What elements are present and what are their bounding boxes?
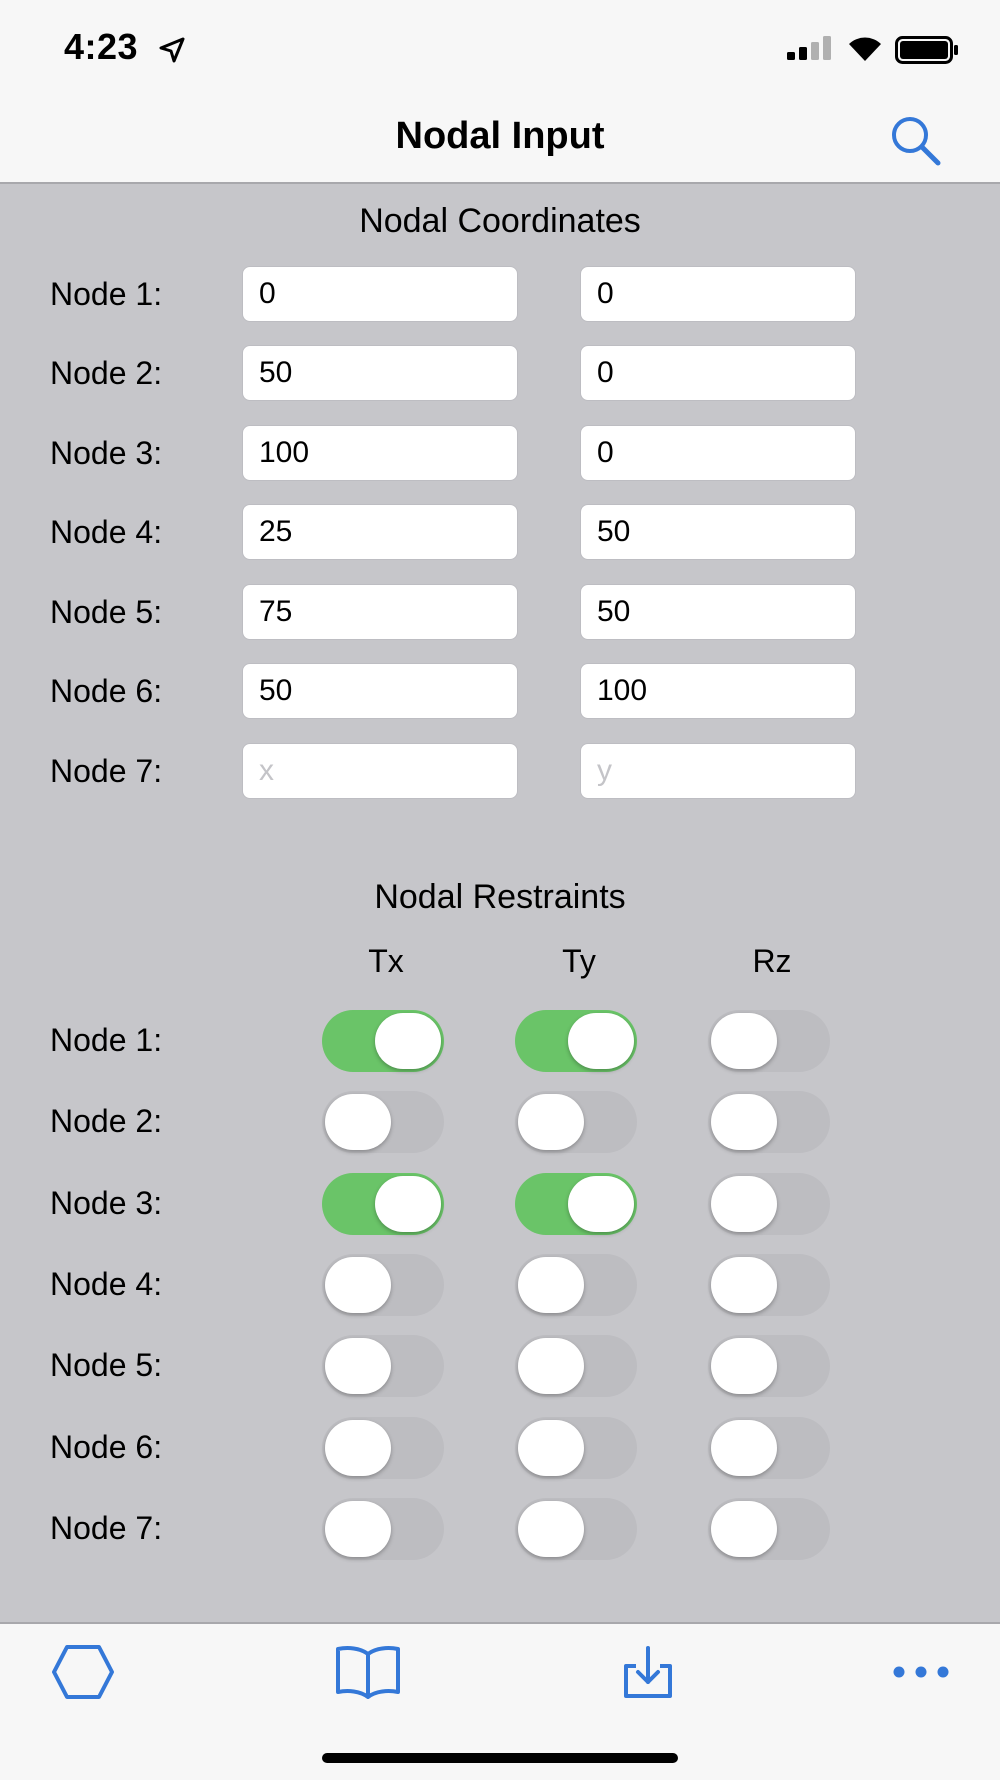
restraint-row-label-node-6: Node 6: bbox=[50, 1429, 163, 1465]
switch-knob bbox=[518, 1338, 584, 1394]
node-3-ty-switch[interactable] bbox=[515, 1173, 637, 1235]
node-4-tx-switch[interactable] bbox=[322, 1254, 444, 1316]
node-5-ty-switch[interactable] bbox=[515, 1335, 637, 1397]
restraint-row-label-node-1: Node 1: bbox=[50, 1022, 163, 1058]
download-icon bbox=[618, 1642, 678, 1702]
coord-row-label-node-4: Node 4: bbox=[50, 514, 163, 550]
column-header-tx: Tx bbox=[368, 943, 404, 979]
node-7-x-input[interactable] bbox=[242, 743, 518, 799]
switch-knob bbox=[325, 1501, 391, 1557]
status-bar bbox=[0, 0, 1000, 95]
node-7-ty-switch[interactable] bbox=[515, 1498, 637, 1560]
hexagon-icon bbox=[50, 1642, 116, 1702]
switch-knob bbox=[518, 1257, 584, 1313]
node-7-rz-switch[interactable] bbox=[708, 1498, 830, 1560]
node-6-rz-switch[interactable] bbox=[708, 1417, 830, 1479]
node-4-y-input[interactable] bbox=[580, 504, 856, 560]
node-7-tx-switch[interactable] bbox=[322, 1498, 444, 1560]
column-header-rz: Rz bbox=[752, 943, 792, 979]
node-6-x-input[interactable] bbox=[242, 663, 518, 719]
switch-knob bbox=[325, 1338, 391, 1394]
switch-knob bbox=[711, 1094, 777, 1150]
wifi-icon bbox=[847, 34, 883, 62]
switch-knob bbox=[375, 1176, 441, 1232]
node-3-y-input[interactable] bbox=[580, 425, 856, 481]
node-1-y-input[interactable] bbox=[580, 266, 856, 322]
signal-icon bbox=[787, 36, 833, 60]
page-title: Nodal Input bbox=[395, 115, 605, 157]
switch-knob bbox=[325, 1420, 391, 1476]
node-1-x-input[interactable] bbox=[242, 266, 518, 322]
restraint-row-label-node-4: Node 4: bbox=[50, 1266, 163, 1302]
node-2-rz-switch[interactable] bbox=[708, 1091, 830, 1153]
tab-model[interactable] bbox=[50, 1642, 116, 1707]
restraints-section-title: Nodal Restraints bbox=[374, 878, 626, 916]
switch-knob bbox=[711, 1257, 777, 1313]
tab-library[interactable] bbox=[334, 1642, 402, 1707]
switch-knob bbox=[568, 1013, 634, 1069]
location-arrow-icon bbox=[158, 36, 186, 64]
node-2-ty-switch[interactable] bbox=[515, 1091, 637, 1153]
restraint-row-label-node-7: Node 7: bbox=[50, 1510, 163, 1546]
coord-row-label-node-2: Node 2: bbox=[50, 355, 163, 391]
coord-row-label-node-3: Node 3: bbox=[50, 435, 163, 471]
node-6-y-input[interactable] bbox=[580, 663, 856, 719]
switch-knob bbox=[568, 1176, 634, 1232]
coord-row-label-node-7: Node 7: bbox=[50, 753, 163, 789]
switch-knob bbox=[518, 1501, 584, 1557]
node-7-y-input[interactable] bbox=[580, 743, 856, 799]
switch-knob bbox=[711, 1501, 777, 1557]
switch-knob bbox=[711, 1338, 777, 1394]
node-1-rz-switch[interactable] bbox=[708, 1010, 830, 1072]
switch-knob bbox=[711, 1420, 777, 1476]
node-4-x-input[interactable] bbox=[242, 504, 518, 560]
switch-knob bbox=[518, 1094, 584, 1150]
search-button[interactable] bbox=[886, 113, 946, 169]
nav-bar bbox=[0, 95, 1000, 184]
battery-icon bbox=[895, 36, 959, 64]
node-6-ty-switch[interactable] bbox=[515, 1417, 637, 1479]
more-icon bbox=[890, 1652, 952, 1692]
switch-knob bbox=[325, 1094, 391, 1150]
search-icon bbox=[886, 113, 946, 169]
node-5-rz-switch[interactable] bbox=[708, 1335, 830, 1397]
switch-knob bbox=[711, 1013, 777, 1069]
home-indicator bbox=[322, 1753, 678, 1763]
node-2-y-input[interactable] bbox=[580, 345, 856, 401]
node-5-y-input[interactable] bbox=[580, 584, 856, 640]
restraint-row-label-node-2: Node 2: bbox=[50, 1103, 163, 1139]
status-time: 4:23 bbox=[64, 26, 139, 67]
switch-knob bbox=[325, 1257, 391, 1313]
restraint-row-label-node-5: Node 5: bbox=[50, 1347, 163, 1383]
node-5-x-input[interactable] bbox=[242, 584, 518, 640]
node-3-tx-switch[interactable] bbox=[322, 1173, 444, 1235]
node-4-ty-switch[interactable] bbox=[515, 1254, 637, 1316]
node-1-tx-switch[interactable] bbox=[322, 1010, 444, 1072]
coord-row-label-node-6: Node 6: bbox=[50, 673, 163, 709]
tab-import[interactable] bbox=[618, 1642, 678, 1707]
node-3-x-input[interactable] bbox=[242, 425, 518, 481]
coord-row-label-node-5: Node 5: bbox=[50, 594, 163, 630]
switch-knob bbox=[375, 1013, 441, 1069]
node-5-tx-switch[interactable] bbox=[322, 1335, 444, 1397]
node-2-x-input[interactable] bbox=[242, 345, 518, 401]
tab-more[interactable] bbox=[890, 1652, 952, 1697]
switch-knob bbox=[711, 1176, 777, 1232]
coord-row-label-node-1: Node 1: bbox=[50, 276, 163, 312]
node-3-rz-switch[interactable] bbox=[708, 1173, 830, 1235]
coordinates-section-title: Nodal Coordinates bbox=[359, 202, 641, 240]
node-6-tx-switch[interactable] bbox=[322, 1417, 444, 1479]
restraint-row-label-node-3: Node 3: bbox=[50, 1185, 163, 1221]
node-1-ty-switch[interactable] bbox=[515, 1010, 637, 1072]
node-4-rz-switch[interactable] bbox=[708, 1254, 830, 1316]
node-2-tx-switch[interactable] bbox=[322, 1091, 444, 1153]
switch-knob bbox=[518, 1420, 584, 1476]
column-header-ty: Ty bbox=[562, 943, 596, 979]
book-icon bbox=[334, 1642, 402, 1702]
